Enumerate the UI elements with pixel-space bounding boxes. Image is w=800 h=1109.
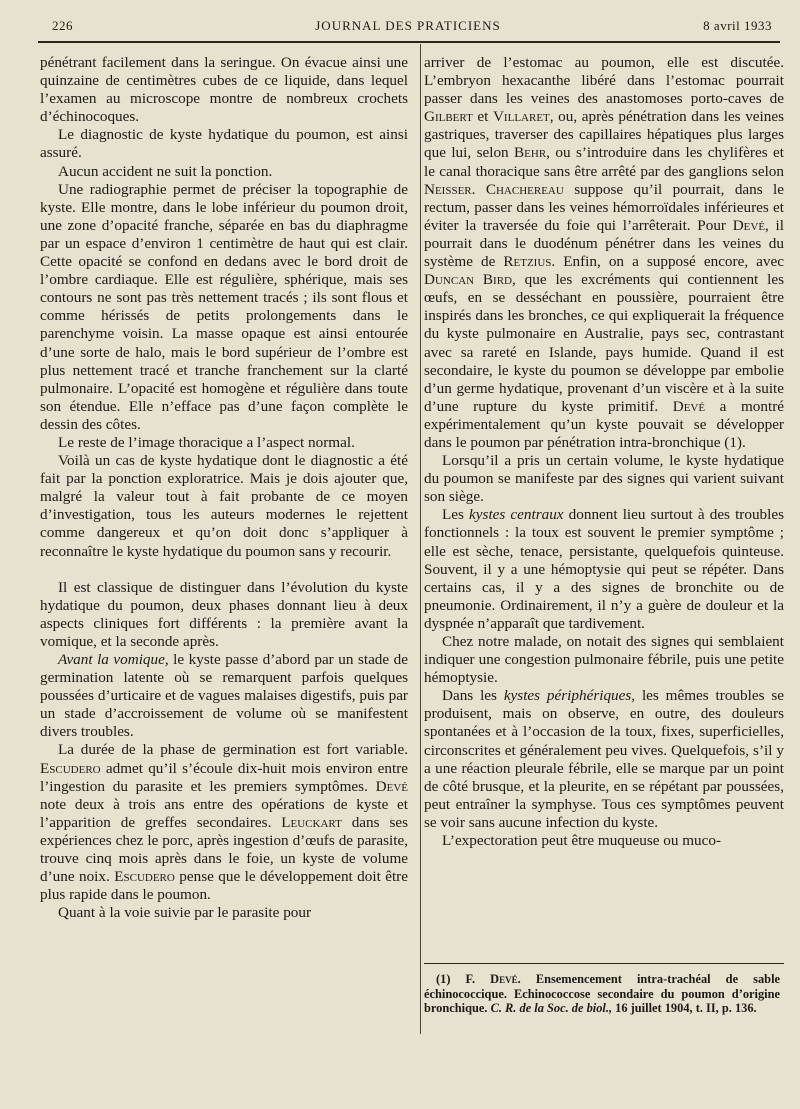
paragraph: Une radiographie permet de préciser la topographie de kyste. Elle montre, dans le lobe inférieur du poumon droit, une zone d’opacité franche, séparée en bas du diaphragme par un espace d’environ 1 centimètre de haut qui est clair. Cette opacité se confond en dedans avec le bord droit de l’ombre cardiaque. Elle est régulière, sphérique, mais ses contours ne sont pas très nettement tracés ; ils sont flous et comme hérissés de petits prolongements dans le parenchyme voisin. La masse opaque est ainsi entourée d’une sorte de halo, mais le bord supérieur de l’ombre est plus nettement tracé et tranche franchement sur la clarté pulmonaire. L’opacité est homogène et régulière dans toute son étendue. Elle n’efface pas d’une façon complète le dessin des côtes. bbox=[40, 180, 408, 433]
paragraph: Chez notre malade, on notait des signes qui semblaient indiquer une congestion pulmonaire fébrile, puis une petite hémoptysie. bbox=[424, 633, 784, 687]
paragraph: Lorsqu’il a pris un certain volume, le kyste hydatique du poumon se manifeste par des signes qui varient suivant son siège. bbox=[424, 452, 784, 506]
italic-term: kystes périphériques, bbox=[503, 687, 636, 705]
paragraph: Dans les kystes périphériques, les mêmes troubles se produisent, mais on observe, en outre, des douleurs spontanées et à l’occasion de la toux, fixes, superficielles, circonscrites et généralement peu vives. Quelquefois, s’il y a une réaction pleurale fébrile, elle se marque par un point de côté brusque, et la pleurite, en se répétant par poussées, peut entraîner la symphyse. Tous ces symptômes peuvent se voir sans aucune infection du kyste. bbox=[424, 687, 784, 831]
paragraph: Aucun accident ne suit la ponction. bbox=[58, 162, 273, 180]
paragraph: pénétrant facilement dans la seringue. On évacue ainsi une quinzaine de centimètres cubes de ce liquide, dans lequel l’examen au microscope montre de nombreux crochets d’échinocoques. bbox=[40, 54, 408, 126]
paragraph: Voilà un cas de kyste hydatique dont le diagnostic a été fait par la ponction exploratrice. Mais je dois ajouter que, malgré la valeur tout à fait probante de ce moyen d’investigation, tous les auteurs modernes le rejettent comme dangereux et qu’on doit donc s’appliquer à reconnaître le kyste hydatique du poumon sans y recourir. bbox=[40, 452, 408, 560]
author-name: Chachereau bbox=[485, 180, 564, 198]
italic-citation: C. R. de la Soc. de biol., bbox=[490, 1001, 613, 1016]
column-separator bbox=[420, 44, 421, 1034]
journal-title: JOURNAL DES PRATICIENS bbox=[315, 18, 501, 33]
paragraph: Avant la vomique, le kyste passe d’abord par un stade de germination latente où se remarquent parfois quelques poussées d’urticaire et de vagues malaises digestifs, puis par un stade d’accroissement de volume où se manifestent divers troubles. bbox=[40, 651, 408, 741]
paragraph: Quant à la voie suivie par le parasite pour bbox=[58, 904, 312, 922]
paragraph: Il est classique de distinguer dans l’évolution du kyste hydatique du poumon, deux phases donnant lieu à deux aspects cliniques fort différents : la première avant la vomique, et la seconde après. bbox=[40, 578, 408, 650]
author-name: Devé bbox=[672, 397, 706, 415]
author-name: Devé bbox=[375, 777, 408, 795]
footnote-rule bbox=[424, 963, 784, 964]
author-name: Villaret bbox=[492, 108, 550, 126]
author-name: Duncan Bird bbox=[424, 271, 513, 289]
paragraph: arriver de l’estomac au poumon, elle est discutée. L’embryon hexacanthe libéré dans l’estomac pourrait passer dans les veines des anastomoses porto-caves de Gilbert et Villaret, ou, après pénétration dans les veines gastriques, traverser des capillaires hépatiques plus larges que lui, selon Behr, ou s’introduire dans les chylifères et le canal thoracique sans être arrêté par des ganglions selon Neisser. Chachereau suppose qu’il pourrait, dans le rectum, passer dans les veines hémorroïdales inférieures et éviter la traversée du foie qui l’arrêterait. Pour Devé, il pourrait dans le duodénum pénétrer dans les veines du système de Retzius. Enfin, on a supposé encore, avec Duncan Bird, que les excréments qui contiennent les œufs, en se desséchant en poussière, pourraient être inspirés dans les bronches, ce qui expliquerait la fréquence du kyste pulmonaire en Australie, pays sec, contrastant avec sa rareté en Islande, pays humide. Quand il est secondaire, le kyste du poumon se développe par embolie d’un germe hydatique, provenant d’un viscère et à la suite d’une rupture du kyste primitif. Devé a montré expérimentalement qu’un kyste pouvait se développer dans le poumon par pénétration intra-bronchique (1). bbox=[424, 54, 785, 451]
italic-term: kystes centraux bbox=[469, 506, 564, 524]
italic-lead: Avant la vomique, bbox=[58, 651, 169, 668]
author-name: Escudero bbox=[40, 759, 101, 777]
issue-date: 8 avril 1933 bbox=[703, 18, 772, 33]
author-name: Devé bbox=[490, 972, 518, 986]
paragraph: La durée de la phase de germination est fort variable. Escudero admet qu’il s’écoule dix-huit mois environ entre l’ingestion du parasite et les premiers symptômes. Devé note deux à trois ans entre des opérations de kyste et l’apparition de greffes secondaires. Leuckart dans ses expériences chez le porc, après ingestion d’œufs de parasite, trouve cinq mois après dans le foie, un kyste de volume d’une noix. Escudero pense que le développement doit être plus rapide dans le poumon. bbox=[40, 741, 408, 904]
author-name: Leuckart bbox=[281, 813, 342, 831]
right-column bbox=[424, 54, 784, 850]
paragraph: Les kystes centraux donnent lieu surtout à des troubles fonctionnels : la toux est souvent le premier symptôme ; elle est sèche, tenace, persistante, quelquefois quinteuse. Souvent, il y a une hémoptysie qui peut se répéter. Dans certains cas, il y a des signes de bronchite ou de pneumonie. Ordinairement, il n’y a guère de douleur et la dyspnée n’apparaît que tardivement. bbox=[424, 506, 785, 632]
left-column bbox=[40, 54, 408, 922]
paragraph: L’expectoration peut être muqueuse ou muco- bbox=[442, 832, 722, 850]
author-name: Neisser bbox=[424, 180, 472, 198]
footnote bbox=[424, 972, 780, 1016]
author-name: Escudero bbox=[114, 868, 175, 886]
author-name: Devé bbox=[732, 216, 766, 234]
author-name: Retzius bbox=[503, 253, 552, 271]
footnote-text: (1) F. Devé. Ensemencement intra-trachéal de sable échinococcique. Echinococcose secondaire du poumon d’origine bronchique. C. R. de la Soc. de biol., 16 juillet 1904, t. II, p. 136. bbox=[424, 972, 781, 1016]
header-rule bbox=[38, 41, 780, 43]
paragraph: Le diagnostic de kyste hydatique du poumon, est ainsi assuré. bbox=[40, 126, 408, 162]
page-number: 226 bbox=[52, 18, 73, 33]
running-header bbox=[38, 14, 778, 38]
paragraph: Le reste de l’image thoracique a l’aspect normal. bbox=[58, 433, 355, 451]
author-name: Behr bbox=[514, 144, 547, 162]
author-name: Gilbert bbox=[424, 108, 473, 126]
